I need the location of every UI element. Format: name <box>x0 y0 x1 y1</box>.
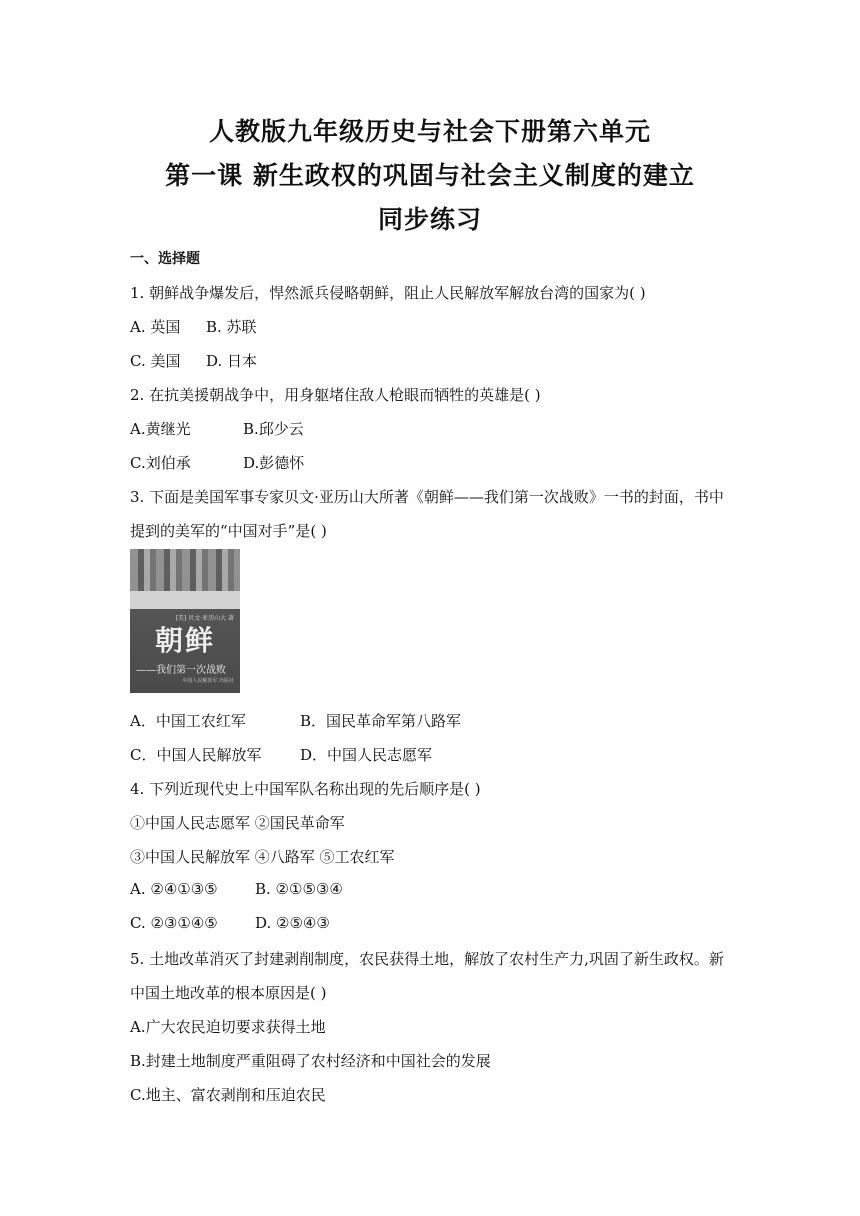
question-4-stem: 4. 下列近现代史上中国军队名称出现的先后顺序是( ) <box>130 780 481 798</box>
option-c: C.刘伯承 <box>130 454 191 472</box>
question-3-options-row-1 <box>130 710 461 731</box>
question-5-stem-line-2: 中国土地改革的根本原因是( ) <box>130 984 327 1002</box>
option-c: C．中国人民解放军 <box>130 746 262 764</box>
question-3-stem-line-1: 3. 下面是美国军事专家贝文·亚历山大所著《朝鲜——我们第一次战败》一书的封面，书中 <box>130 488 724 506</box>
question-2-options-row-2 <box>130 452 304 473</box>
question-4-items-line-1: ①中国人民志愿军 ②国民革命军 <box>130 814 345 832</box>
option-a: A.广大农民迫切要求获得土地 <box>130 1018 326 1036</box>
title-line-2: 第一课 新生政权的巩固与社会主义制度的建立 <box>165 161 695 190</box>
section-heading: 一、选择题 <box>130 251 200 267</box>
question-4-items-line-2: ③中国人民解放军 ④八路军 ⑤工农红军 <box>130 848 395 866</box>
question-4-options-row-1 <box>130 880 343 898</box>
option-c: C.地主、富农剥削和压迫农民 <box>130 1086 326 1104</box>
book-cover-image <box>130 549 240 693</box>
option-c: C. ②③①④⑤ <box>130 914 218 932</box>
cover-photo-table <box>130 591 240 609</box>
question-2-stem: 2. 在抗美援朝战争中，用身躯堵住敌人枪眼而牺牲的英雄是( ) <box>130 386 541 404</box>
question-1-options-row-1 <box>130 316 257 337</box>
option-a: A. ②④①③⑤ <box>130 880 218 898</box>
option-d: D．中国人民志愿军 <box>300 746 433 764</box>
cover-subtitle: ——我们第一次战败 <box>136 665 226 676</box>
cover-title: 朝鲜 <box>154 624 215 657</box>
question-4-options-row-2 <box>130 914 330 932</box>
option-b: B.邱少云 <box>243 420 304 438</box>
question-3-options-row-2 <box>130 744 432 765</box>
option-a: A．中国工农红军 <box>130 712 246 730</box>
question-5-stem-line-1: 5. 土地改革消灭了封建剥削制度，农民获得土地，解放了农村生产力,巩固了新生政权。新 <box>130 950 724 968</box>
option-a: A. 英国 <box>130 318 181 336</box>
cover-author: [美] 贝文·亚历山大 著 <box>175 615 234 622</box>
option-d: D.彭德怀 <box>243 454 305 472</box>
option-a: A.黄继光 <box>130 420 191 438</box>
question-2-options-row-1 <box>130 418 304 439</box>
option-d: D. ②⑤④③ <box>255 914 330 932</box>
question-1-stem: 1. 朝鲜战争爆发后，悍然派兵侵略朝鲜，阻止人民解放军解放台湾的国家为( ) <box>130 284 646 302</box>
option-b: B. ②①⑤③④ <box>255 880 343 898</box>
question-1-options-row-2 <box>130 350 257 371</box>
question-3-stem-line-2: 提到的美军的“中国对手”是( ) <box>130 522 327 540</box>
option-b: B.封建土地制度严重阻碍了农村经济和中国社会的发展 <box>130 1052 491 1070</box>
cover-publisher: 中国人民解放军 出版社 <box>182 678 234 684</box>
option-b: B．国民革命军第八路军 <box>300 712 462 730</box>
title-line-1: 人教版九年级历史与社会下册第六单元 <box>208 117 651 146</box>
option-c: C. 美国 <box>130 352 181 370</box>
option-d: D. 日本 <box>206 352 258 370</box>
option-b: B. 苏联 <box>206 318 257 336</box>
title-line-3: 同步练习 <box>377 205 482 234</box>
